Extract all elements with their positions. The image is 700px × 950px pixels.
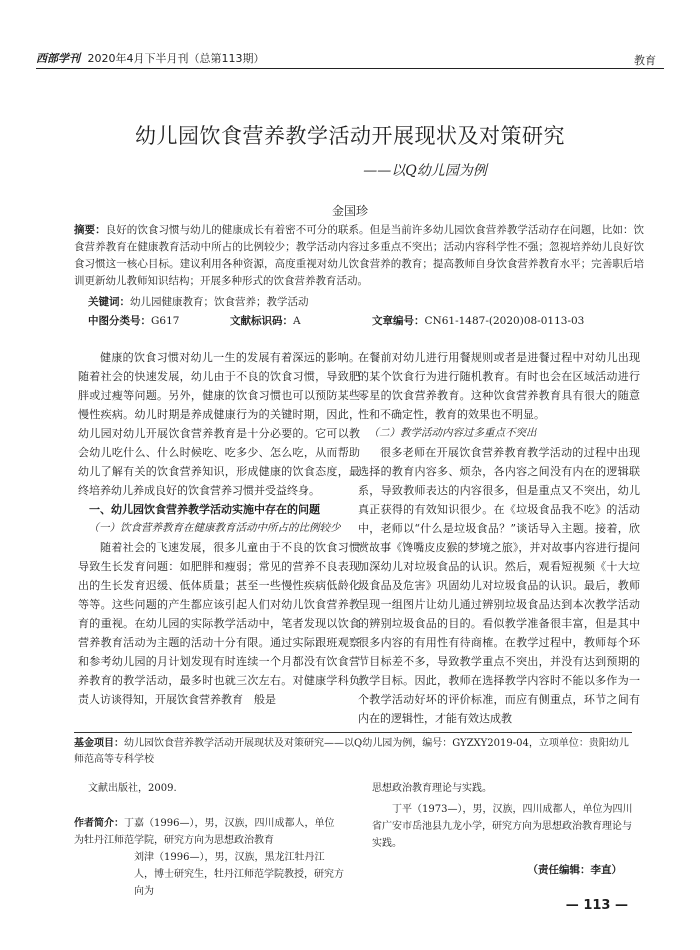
- journal-logo: 西部学刊: [36, 52, 80, 65]
- author-bio-text: 丁嘉（1996—），男，汉族，四川成都人，单位为牡丹江师范学院，研究方向为思想政治教育: [74, 818, 335, 846]
- clc-label: 中图分类号：: [88, 315, 151, 327]
- article-author: 金国珍: [331, 204, 368, 218]
- keywords: [88, 294, 309, 309]
- subsection-heading: （一）饮食营养教育在健康教育活动中所占的比例较少: [88, 522, 341, 534]
- author-bio-label: 作者简介：: [74, 818, 124, 829]
- article-subtitle: ——以Q幼儿园为例: [363, 163, 487, 179]
- page-number: — 113 —: [565, 898, 628, 913]
- article-number: [372, 313, 584, 328]
- article-no-value: CN61-1487-(2020)08-0113-03: [424, 315, 585, 327]
- journal-header: [36, 50, 265, 66]
- author-bio: 刘津（1996—），男，汉族，黑龙江牡丹江人，博士研究生，牡丹江师范学院教授，研究方向为: [134, 852, 344, 897]
- references-left: [74, 780, 344, 900]
- keywords-label: 关键词：: [88, 296, 130, 308]
- responsible-editor: （责任编辑：李直）: [527, 864, 622, 876]
- footnote-divider: [74, 732, 632, 733]
- body-paragraph: 健康的饮食习惯对幼儿一生的发展有着深远的影响。随着社会的快速发展，幼儿由于不良的饮食习惯，导致肥胖或过瘦等问题。另外，健康的饮食习惯也可以预防某些慢性疾病。幼儿时期是养成健康行为的关键时期，因此，幼儿园对幼儿开展饮食营养教育是十分必要的。它可以教会幼儿吃什么、什么时候吃、吃多少、怎么吃，从而帮助幼儿了解有关的饮食营养知识，形成健康的饮食态度，最终培养幼儿养成良好的饮食营养习惯并受益终身。: [78, 351, 360, 497]
- author-bio: [74, 815, 344, 849]
- clc-number: [88, 313, 179, 328]
- body-paragraph: 随着社会的飞速发展，很多儿童由于不良的饮食习惯导致生长发育问题：如肥胖和瘦弱；常见的营养不良表现出的生长发育迟缓、低体质量；甚至一些慢性疾病低龄化等等。这些问题的产生都应该引起人们对幼儿饮食营养教育的重视。在幼儿园的实际教学活动中，笔者发现以饮食营养教育活动为主题的活动十分有限。通过实际跟班观察和参考幼儿园的月计划发现有时连续一个月都没有饮食营养教育的教学活动，最多时也就三次左右。对健康学科负责人访谈得知，开展饮食营养教育 般是: [78, 541, 360, 706]
- references-right: [372, 780, 634, 852]
- body-paragraph: 很多老师在开展饮食营养教育教学活动的过程中出现选择的教育内容多、烦杂，各内容之间没有内在的逻辑联系，导致教师表达的内容很多，但是重点又不突出，幼儿真正获得的有效知识很少。在《垃圾食品我不吃》的活动中，老师以“什么是垃圾食品？”谈话导入主题。接着，欣赏故事《馋嘴皮皮猴的梦境之旅》，并对故事内容进行提问加深幼儿对垃圾食品的认识。然后，观看短视频《十大垃圾食品及危害》巩固幼儿对垃圾食品的认识。最后，教师呈现一组图片让幼儿通过辨别垃圾食品达到本次教学活动的辨别垃圾食品的目的。看似教学准备很丰富，但是其中很多内容的有用性有待商榷。在教学过程中，教师每个环节目标差不多，导致教学重点不突出，并没有达到预期的教学目标。因此，教师在选择教学内容时不能以多作为一个教学活动好坏的评价标准，而应有侧重点，环节之间有内在的逻辑性，才能有效达成教: [358, 446, 640, 725]
- funding-text: 幼儿园饮食营养教学活动开展现状及对策研究——以Q幼儿园为例，编号：GYZXY2019-04，立项单位：贵阳幼儿师范高等专科学校: [74, 738, 629, 765]
- journal-issue: 2020年4月下半月刊（总第113期）: [87, 52, 265, 65]
- article-title: 幼儿园饮食营养教学活动开展现状及对策研究: [135, 124, 565, 148]
- body-paragraph: 在餐前对幼儿进行用餐规则或者是进餐过程中对幼儿出现的某个饮食行为进行随机教育。有时也会在区域活动进行零星的饮食营养教育。这种饮食营养教育具有很大的随意性和不确定性，教育的效果也不明显。: [358, 351, 640, 421]
- doc-code-value: A: [293, 315, 301, 327]
- abstract-text: 良好的饮食习惯与幼儿的健康成长有着密不可分的联系。但是当前许多幼儿园饮食营养教学活动存在问题，比如：饮食营养教育在健康教育活动中所占的比例较少；教学活动内容过多重点不突出；活动内容科学性不强；忽视培养幼儿良好饮食习惯这一核心目标。建议利用各种资源，高度重视对幼儿饮食营养的教育；提高教师自身饮食营养教育水平；完善职后培训更新幼儿教师知识结构；开展多种形式的饮食营养教育活动。: [74, 224, 644, 287]
- funding-label: 基金项目：: [74, 738, 124, 749]
- reference-line: 思想政治教育理论与实践。: [372, 783, 492, 794]
- abstract-label: 摘要：: [74, 224, 106, 236]
- article-no-label: 文章编号：: [372, 315, 425, 327]
- right-column: [358, 348, 640, 728]
- header-divider: [36, 68, 664, 69]
- section-label: 教育: [634, 54, 656, 67]
- section-heading: 一、幼儿园饮食营养教学活动实施中存在的问题: [89, 503, 320, 516]
- subsection-heading: （二）教学活动内容过多重点不突出: [368, 427, 537, 439]
- abstract: [74, 222, 644, 290]
- clc-value: G617: [151, 315, 180, 327]
- document-code: [230, 313, 301, 328]
- funding-footnote: [74, 736, 634, 768]
- left-column: [78, 348, 360, 709]
- reference-line: 文献出版社，2009.: [88, 783, 177, 794]
- keywords-text: 幼儿园健康教育；饮食营养；教学活动: [130, 296, 309, 308]
- author-bio: 丁平（1973—），男，汉族，四川成都人，单位为四川省广安市岳池县九龙小学，研究方向为思想政治教育理论与实践。: [372, 804, 633, 849]
- doc-code-label: 文献标识码：: [230, 315, 293, 327]
